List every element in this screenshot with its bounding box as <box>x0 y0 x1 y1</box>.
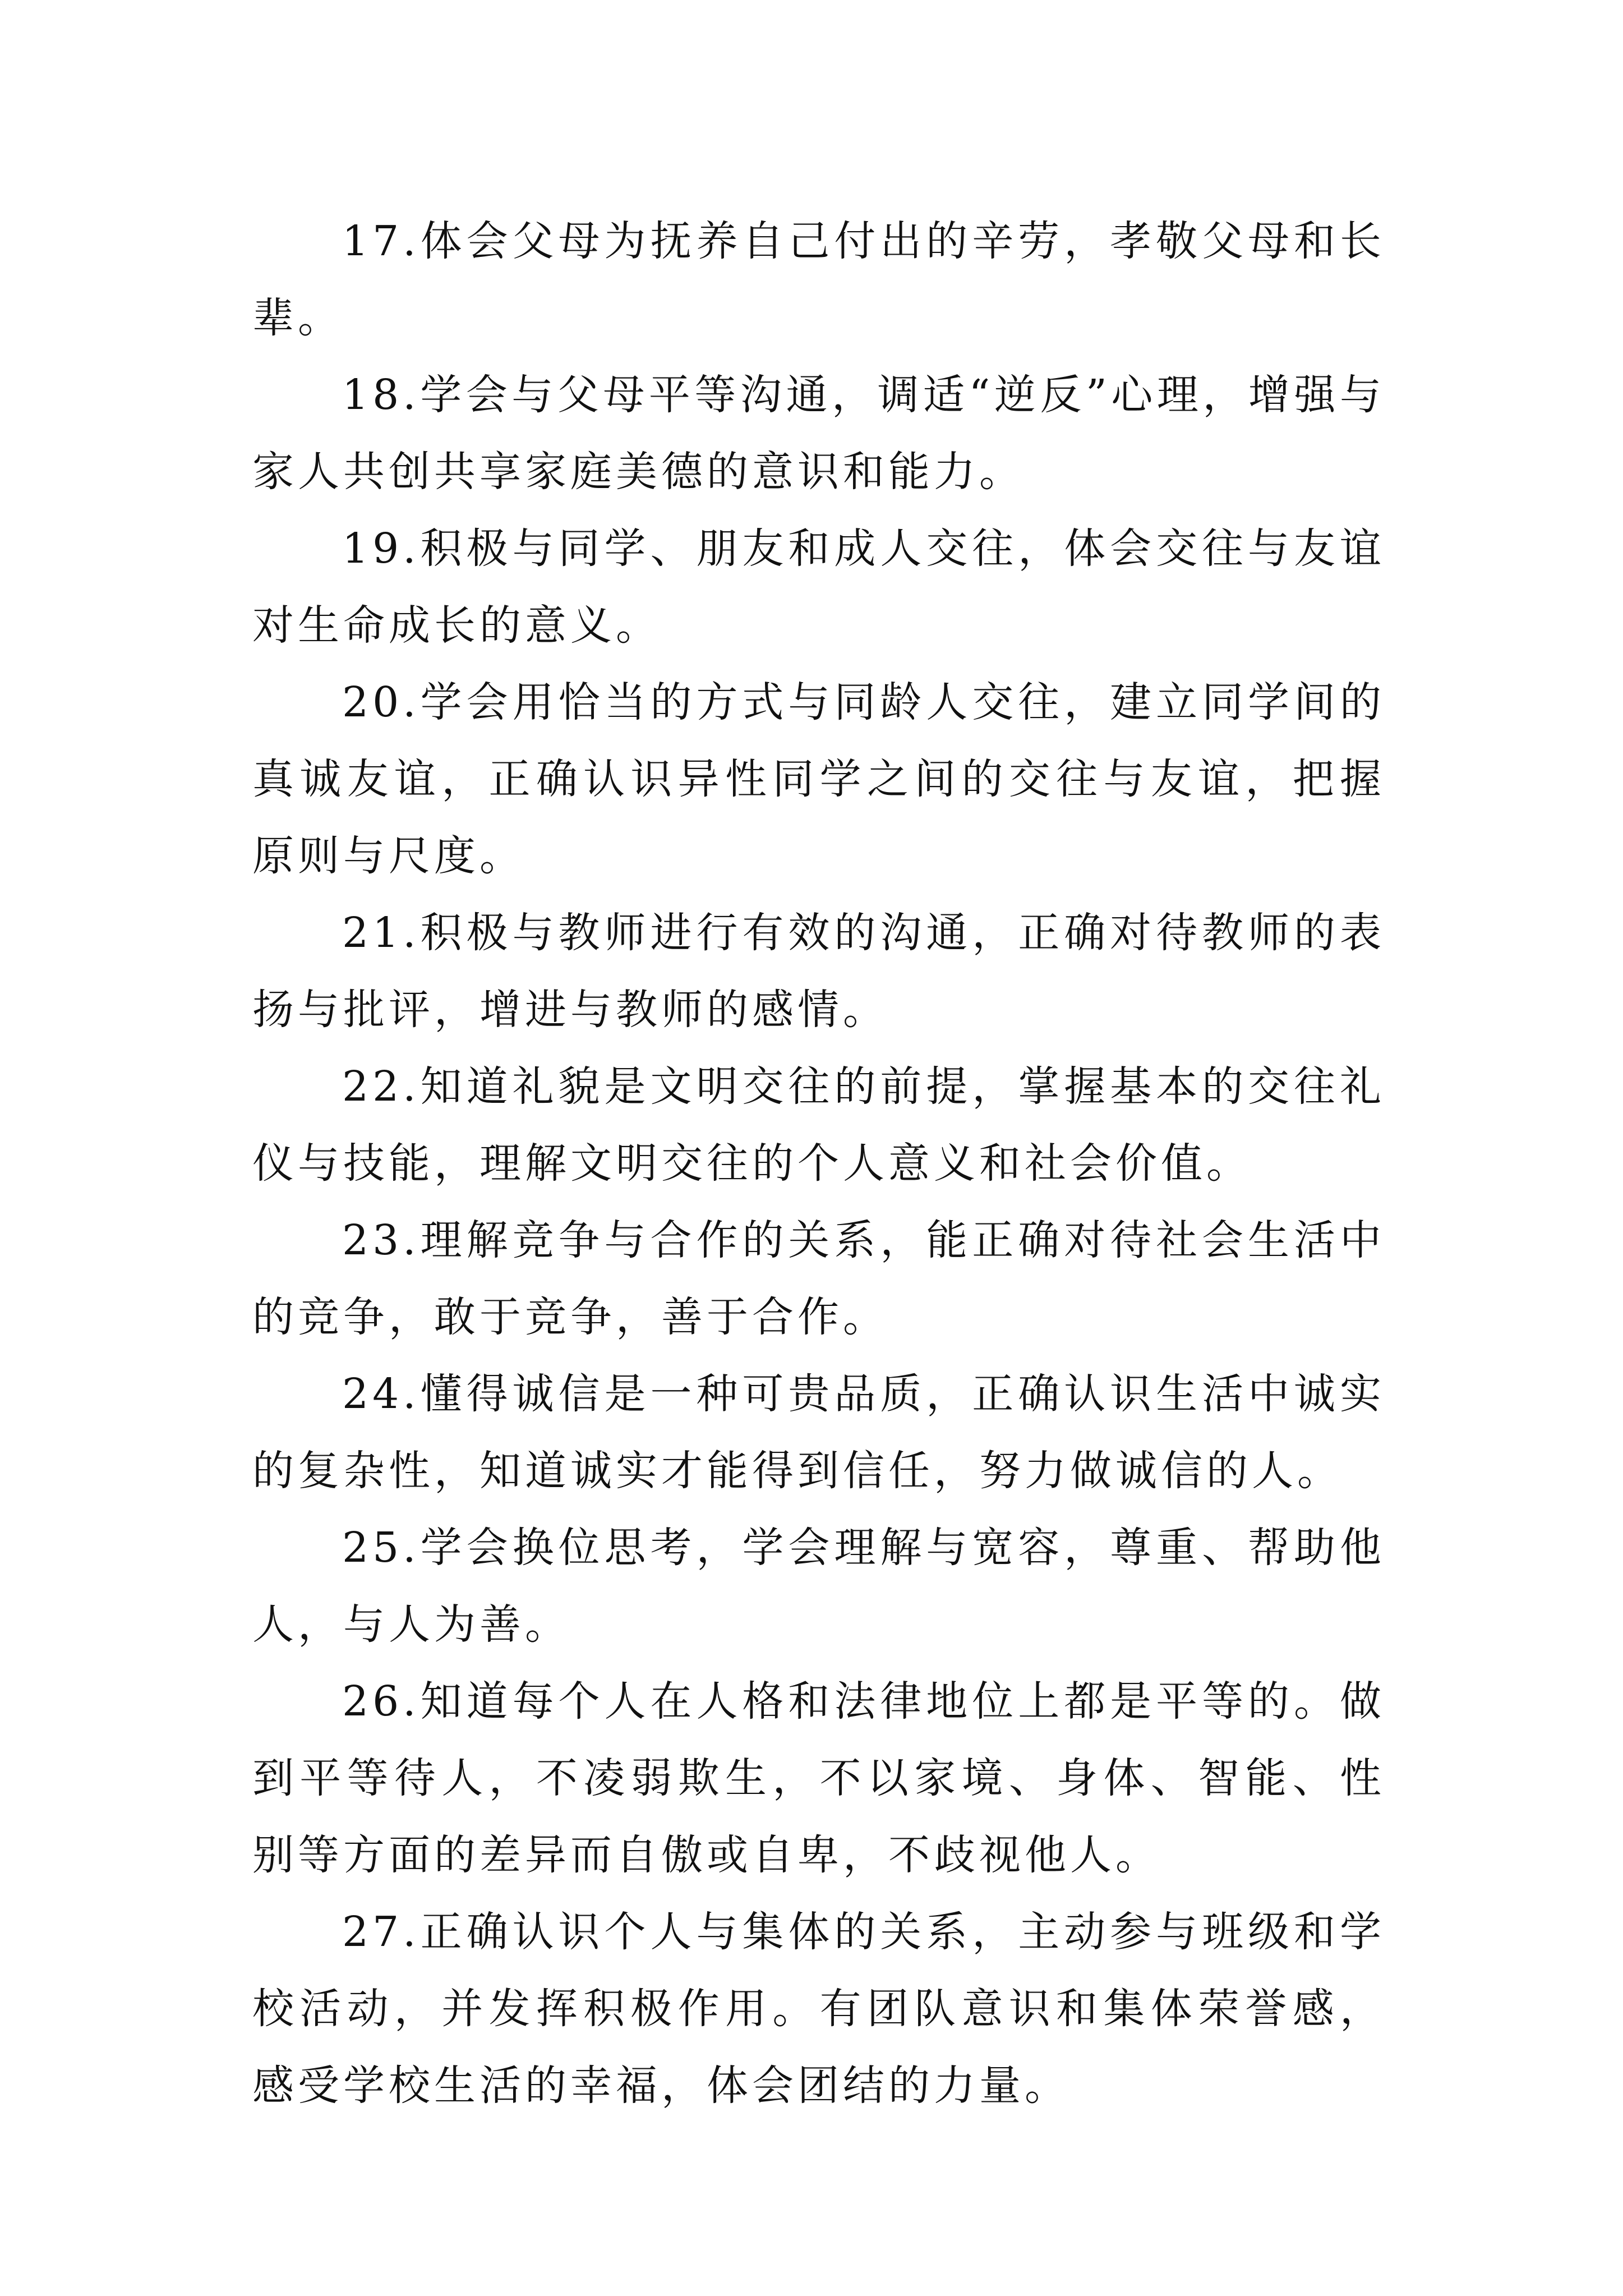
paragraph-19: 19.积极与同学、朋友和成人交往，体会交往与友谊对生命成长的意义。 <box>252 524 1385 650</box>
paragraph-17: 17.体会父母为抚养自己付出的辛劳，孝敬父母和长辈。 <box>252 217 1385 342</box>
document-body <box>252 203 1385 2124</box>
paragraph-26: 26.知道每个人在人格和法律地位上都是平等的。做到平等待人，不凌弱欺生，不以家境、身体、智能、性别等方面的差异而自傲或自卑，不歧视他人。 <box>252 1677 1385 1879</box>
paragraph-27: 27.正确认识个人与集体的关系，主动参与班级和学校活动，并发挥积极作用。有团队意识和集体荣誉感，感受学校生活的幸福，体会团结的力量。 <box>252 1908 1385 2110</box>
paragraph-22: 22.知道礼貌是文明交往的前提，掌握基本的交往礼仪与技能，理解文明交往的个人意义和社会价值。 <box>252 1062 1385 1188</box>
paragraph-24: 24.懂得诚信是一种可贵品质，正确认识生活中诚实的复杂性，知道诚实才能得到信任，努力做诚信的人。 <box>252 1370 1385 1495</box>
paragraph-21: 21.积极与教师进行有效的沟通，正确对待教师的表扬与批评，增进与教师的感情。 <box>252 909 1385 1034</box>
paragraph-18: 18.学会与父母平等沟通，调适“逆反”心理，增强与家人共创共享家庭美德的意识和能力。 <box>252 371 1385 496</box>
paragraph-23: 23.理解竞争与合作的关系，能正确对待社会生活中的竞争，敢于竞争，善于合作。 <box>252 1216 1385 1341</box>
paragraph-25: 25.学会换位思考，学会理解与宽容，尊重、帮助他人，与人为善。 <box>252 1524 1385 1649</box>
paragraph-20: 20.学会用恰当的方式与同龄人交往，建立同学间的真诚友谊，正确认识异性同学之间的交往与友谊，把握原则与尺度。 <box>252 678 1385 880</box>
